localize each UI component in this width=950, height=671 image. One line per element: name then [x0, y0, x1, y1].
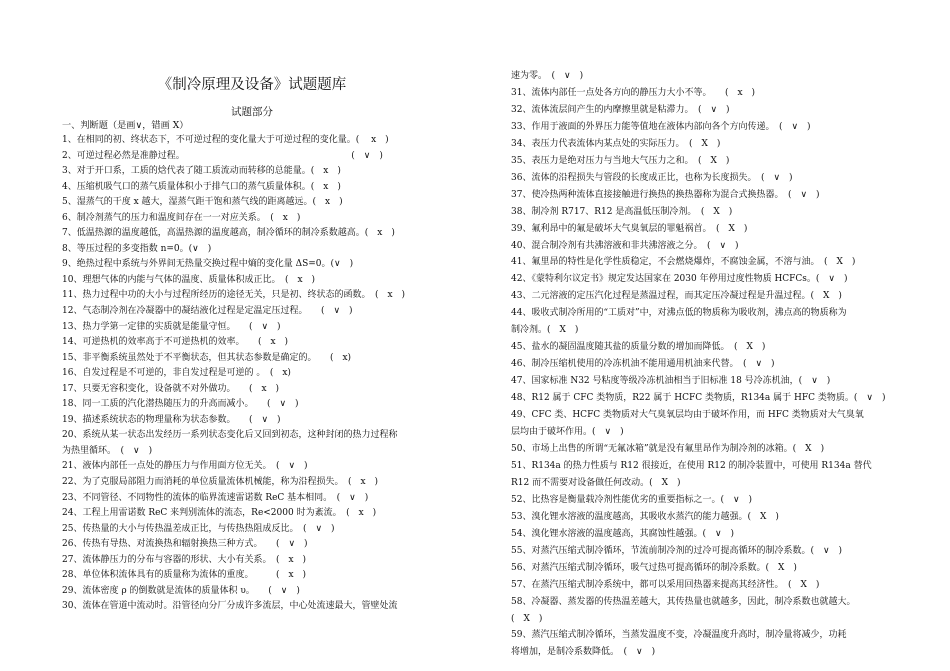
question-line: 51、R134a 的热力性质与 R12 很接近，在使用 R12 的制冷装置中，可使用 R134a 替代 [511, 460, 872, 471]
question-line: 44、吸收式制冷所用的“工质对”中，对沸点低的物质称为吸收剂，沸点高的物质称为 [511, 308, 847, 319]
question-line: 34、表压力代表流体内某点处的实际压力。 ( X ) [511, 138, 721, 149]
question-line: 57、在蒸汽压缩式制冷系统中，都可以采用回热器来提高其经济性。 ( X ) [511, 579, 820, 590]
question-line: 31、流体内部任一点处各方向的静压力大小不等。 ( x ) [511, 87, 756, 98]
question-line: 46、制冷压缩机使用的冷冻机油不能用通用机油来代替。 ( ∨ ) [511, 359, 775, 370]
question-line: 28、单位体积流体具有的质量称为流体的重度。 ( x ) [62, 570, 307, 581]
question-line: 42、《蒙特利尔议定书》规定发达国家在 2030 年停用过度性物质 HCFCs。( ∨ ) [511, 274, 848, 285]
left-column [62, 75, 442, 615]
question-line: 速为零。 ( ∨ ) [511, 71, 584, 81]
question-line: 制冷剂。( X ) [511, 325, 579, 336]
question-line: 30、流体在管道中流动时。沿管径向分厂分成许多流层，中心处流速最大，管壁处流 [62, 601, 398, 612]
question-line: 52、比热容是衡量载冷剂性能优劣的重要指标之一。( ∨ ) [511, 494, 753, 505]
left-question-list [62, 133, 442, 615]
question-line: ( X ) [511, 613, 543, 624]
section-heading: 一、判断题（是画∨，错画 X） [62, 120, 189, 131]
question-line: 3、对于开口系，工质的焓代表了随工质流动而转移的总能量。( x ) [62, 166, 341, 177]
question-line: 24、工程上用雷诺数 ReC 来判别流体的流态，Re<2000 时为紊流。 ( x ) [62, 508, 377, 519]
question-line: 47、国家标准 N32 号粘度等级冷冻机油相当于旧标准 18 号冷冻机油，( ∨ ) [511, 376, 831, 387]
question-line: 29、流体密度 ρ 的倒数就是流体的质量体积 υ。 ( ∨ ) [62, 585, 300, 596]
question-line: 12、气态制冷剂在冷凝器中的凝结液化过程是定温定压过程。 ( ∨ ) [62, 306, 353, 317]
question-line: 40、混合制冷剂有共沸溶液和非共沸溶液之分。 ( ∨ ) [511, 240, 739, 251]
question-line: 41、氟里昂的特性是化学性质稳定，不会燃烧爆炸，不腐蚀金属，不溶与油。 ( X ) [511, 257, 856, 268]
question-line: 48、R12 属于 CFC 类物质，R22 属于 HCFC 类物质，R134a 属于 HFC 类物质。( ∨ ) [511, 393, 886, 404]
question-line: 54、溴化锂水溶液的温度越高，其腐蚀性越强。( ∨ ) [511, 528, 735, 539]
question-line: 6、制冷剂蒸气的压力和温度间存在一一对应关系。 ( x ) [62, 212, 301, 223]
question-line: 58、冷凝器、蒸发器的传热温差越大，其传热量也就越多，因此，制冷系数也就越大。 [511, 596, 856, 607]
question-line: 15、非平衡系统虽然处于不平衡状态，但其状态参数是确定的。 ( x) [62, 352, 352, 363]
right-column [511, 68, 886, 661]
question-line: 为热里循环。 ( ∨ ) [62, 445, 153, 456]
question-line: 23、不同管径、不同物性的流体的临界流速雷诺数 ReC 基本相同。 ( ∨ ) [62, 492, 369, 503]
question-line: 50、市场上出售的所谓“无氟冰箱”就是没有氟里昂作为制冷剂的冰箱。( X ) [511, 443, 825, 454]
question-line: 33、作用于液面的外界压力能等值地在液体内部向各个方向传递。 ( ∨ ) [511, 121, 811, 132]
question-line: 5、湿蒸气的干度 x 越大，湿蒸气距干饱和蒸气线的距离越远。( x ) [62, 197, 343, 208]
question-line: 19、描述系统状态的物理量称为状态参数。 ( ∨ ) [62, 414, 281, 425]
question-line: 56、对蒸汽压缩式制冷循环，吸气过热可提高循环的制冷系数。( X ) [511, 562, 797, 573]
question-line: 层均由于破坏作用。( ∨ ) [511, 427, 624, 438]
question-line: 25、传热量的大小与传热温差成正比，与传热热阻成反比。 ( ∨ ) [62, 523, 335, 534]
question-line: 10、理想气体的内能与气体的温度、质量体积成正比。 ( x ) [62, 274, 316, 285]
question-line: 1、在相同的初、终状态下，不可逆过程的变化量大于可逆过程的变化量。( x ) [62, 135, 389, 145]
question-line: 将增加，是制冷系数降低。 ( ∨ ) [511, 647, 656, 658]
question-line: 38、制冷剂 R717、R12 是高温低压制冷剂。 ( X ) [511, 206, 733, 217]
section-subtitle: 试题部分 [231, 106, 273, 118]
right-question-list [511, 68, 886, 661]
question-line: 14、可逆热机的效率高于不可逆热机的效率。 ( x ) [62, 337, 289, 348]
question-line: 45、盐水的凝固温度随其盐的质量分数的增加而降低。 ( X ) [511, 342, 766, 353]
question-line: 4、压缩机吸气口的蒸气质量体积小于排气口的蒸气质量体积。( x ) [62, 181, 341, 192]
question-line: R12 而不需要对设备做任何改动。( X ) [511, 477, 681, 488]
question-line: 9、绝热过程中系统与外界间无热量交换过程中熵的变化量 ΔS=0。(∨ ) [62, 259, 354, 270]
question-line: 55、对蒸汽压缩式制冷循环，节流前制冷剂的过冷可提高循环的制冷系数。( ∨ ) [511, 545, 843, 556]
question-line: 2、可逆过程必然是准静过程。 ( ∨ ) [62, 150, 383, 161]
question-line: 16、自发过程是不可逆的，非自发过程是可逆的 。 ( x) [62, 368, 291, 379]
question-line: 26、传热有导热、对流换热和辐射换热三种方式。 ( ∨ ) [62, 539, 308, 550]
question-line: 7、低温热源的温度越低，高温热源的温度越高，制冷循环的制冷系数越高。( x ) [62, 228, 395, 239]
question-line: 59、蒸汽压缩式制冷循环，当蒸发温度不变，冷凝温度升高时，制冷量将减少，功耗 [511, 630, 847, 641]
question-line: 8、等压过程的多变指数 n=0。(∨ ) [62, 243, 212, 254]
question-line: 13、热力学第一定律的实质就是能量守恒。 ( ∨ ) [62, 321, 281, 332]
question-line: 21、液体内部任一点处的静压力与作用面方位无关。 ( ∨ ) [62, 461, 308, 472]
question-line: 39、氟利昂中的氟是破坏大气臭氧层的罪魁祸首。 ( X ) [511, 223, 748, 234]
question-line: 37、使冷热两种流体直接接触进行换热的换热器称为混合式换热器。 ( ∨ ) [511, 189, 820, 200]
question-line: 53、溴化锂水溶液的温度越高，其吸收水蒸汽的能力越强。( X ) [511, 511, 779, 522]
question-line: 36、流体的沿程损失与管段的长度成正比，也称为长度损失。 ( ∨ ) [511, 172, 793, 183]
question-line: 18、同一工质的汽化潜热随压力的升高而减小。 ( ∨ ) [62, 399, 299, 410]
document-title: 《制冷原理及设备》试题题库 [157, 77, 347, 93]
question-line: 20、系统从某一状态出发经历一系列状态变化后又回到初态，这种封闭的热力过程称 [62, 430, 398, 441]
question-line: 22、为了克服局部阻力而消耗的单位质量流体机械能，称为沿程损失。 ( x ) [62, 477, 379, 488]
question-line: 32、流体流层间产生的内摩擦里就是粘滞力。 ( ∨ ) [511, 104, 730, 115]
question-line: 27、流体静压力的分布与容器的形状、大小有关系。 ( x ) [62, 554, 307, 565]
question-line: 17、只要无容积变化，设备就不对外做功。 ( x ) [62, 383, 280, 394]
question-line: 11、热力过程中功的大小与过程所经历的途径无关，只是初、终状态的函数。 ( x ) [62, 290, 406, 301]
question-line: 49、CFC 类、HCFC 类物质对大气臭氧层均由于破坏作用，而 HFC 类物质对大气臭氧 [511, 410, 864, 421]
question-line: 35、表压力是绝对压力与当地大气压力之和。 ( X ) [511, 155, 730, 166]
question-line: 43、二元溶液的定压汽化过程是蒸温过程，而其定压冷凝过程是升温过程。( X ) [511, 291, 842, 302]
